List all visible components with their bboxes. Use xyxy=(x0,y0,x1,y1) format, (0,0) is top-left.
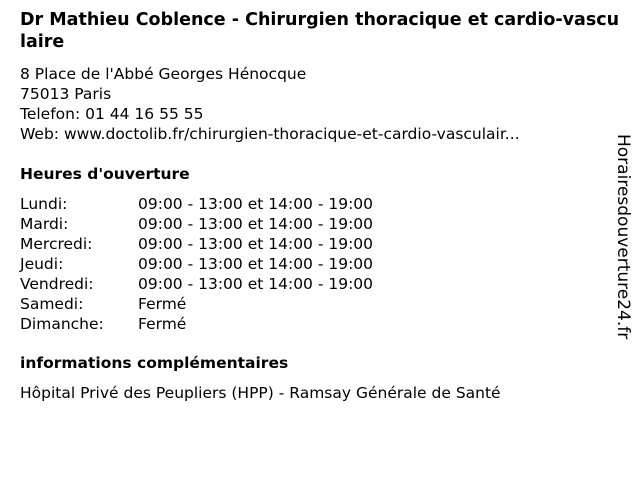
time-value: 09:00 - 13:00 et 14:00 - 19:00 xyxy=(138,275,374,293)
hours-row-thursday xyxy=(20,254,373,274)
hours-row-saturday xyxy=(20,294,373,314)
day-label: Samedi: xyxy=(20,295,84,313)
time-value: 09:00 - 13:00 et 14:00 - 19:00 xyxy=(138,195,374,213)
website-link[interactable]: Web: www.doctolib.fr/chirurgien-thoracique-et-cardio-vasculair... xyxy=(20,125,520,143)
time-value: 09:00 - 13:00 et 14:00 - 19:00 xyxy=(138,255,374,273)
site-watermark: Horairesdouverture24.fr xyxy=(613,134,633,340)
phone-number: Telefon: 01 44 16 55 55 xyxy=(20,105,204,123)
time-value: Fermé xyxy=(138,315,187,333)
hours-row-wednesday xyxy=(20,234,373,254)
hours-row-tuesday xyxy=(20,214,373,234)
time-value: 09:00 - 13:00 et 14:00 - 19:00 xyxy=(138,235,374,253)
additional-info-text: Hôpital Privé des Peupliers (HPP) - Ramsay Générale de Santé xyxy=(20,384,501,402)
city: 75013 Paris xyxy=(20,85,112,103)
hours-row-friday xyxy=(20,274,373,294)
address-block xyxy=(20,64,520,144)
day-label: Lundi: xyxy=(20,195,68,213)
day-label: Jeudi: xyxy=(20,255,64,273)
day-label: Dimanche: xyxy=(20,315,104,333)
time-value: Fermé xyxy=(138,295,187,313)
opening-hours-heading: Heures d'ouverture xyxy=(20,165,190,183)
day-label: Mercredi: xyxy=(20,235,93,253)
opening-hours-table xyxy=(20,194,373,334)
additional-info-heading: informations complémentaires xyxy=(20,354,289,372)
hours-row-sunday xyxy=(20,314,373,334)
hours-row-monday xyxy=(20,194,373,214)
day-label: Vendredi: xyxy=(20,275,94,293)
time-value: 09:00 - 13:00 et 14:00 - 19:00 xyxy=(138,215,374,233)
street-address: 8 Place de l'Abbé Georges Hénocque xyxy=(20,65,307,83)
day-label: Mardi: xyxy=(20,215,69,233)
page-title: Dr Mathieu Coblence - Chirurgien thoracique et cardio-vasculaire xyxy=(20,10,620,52)
